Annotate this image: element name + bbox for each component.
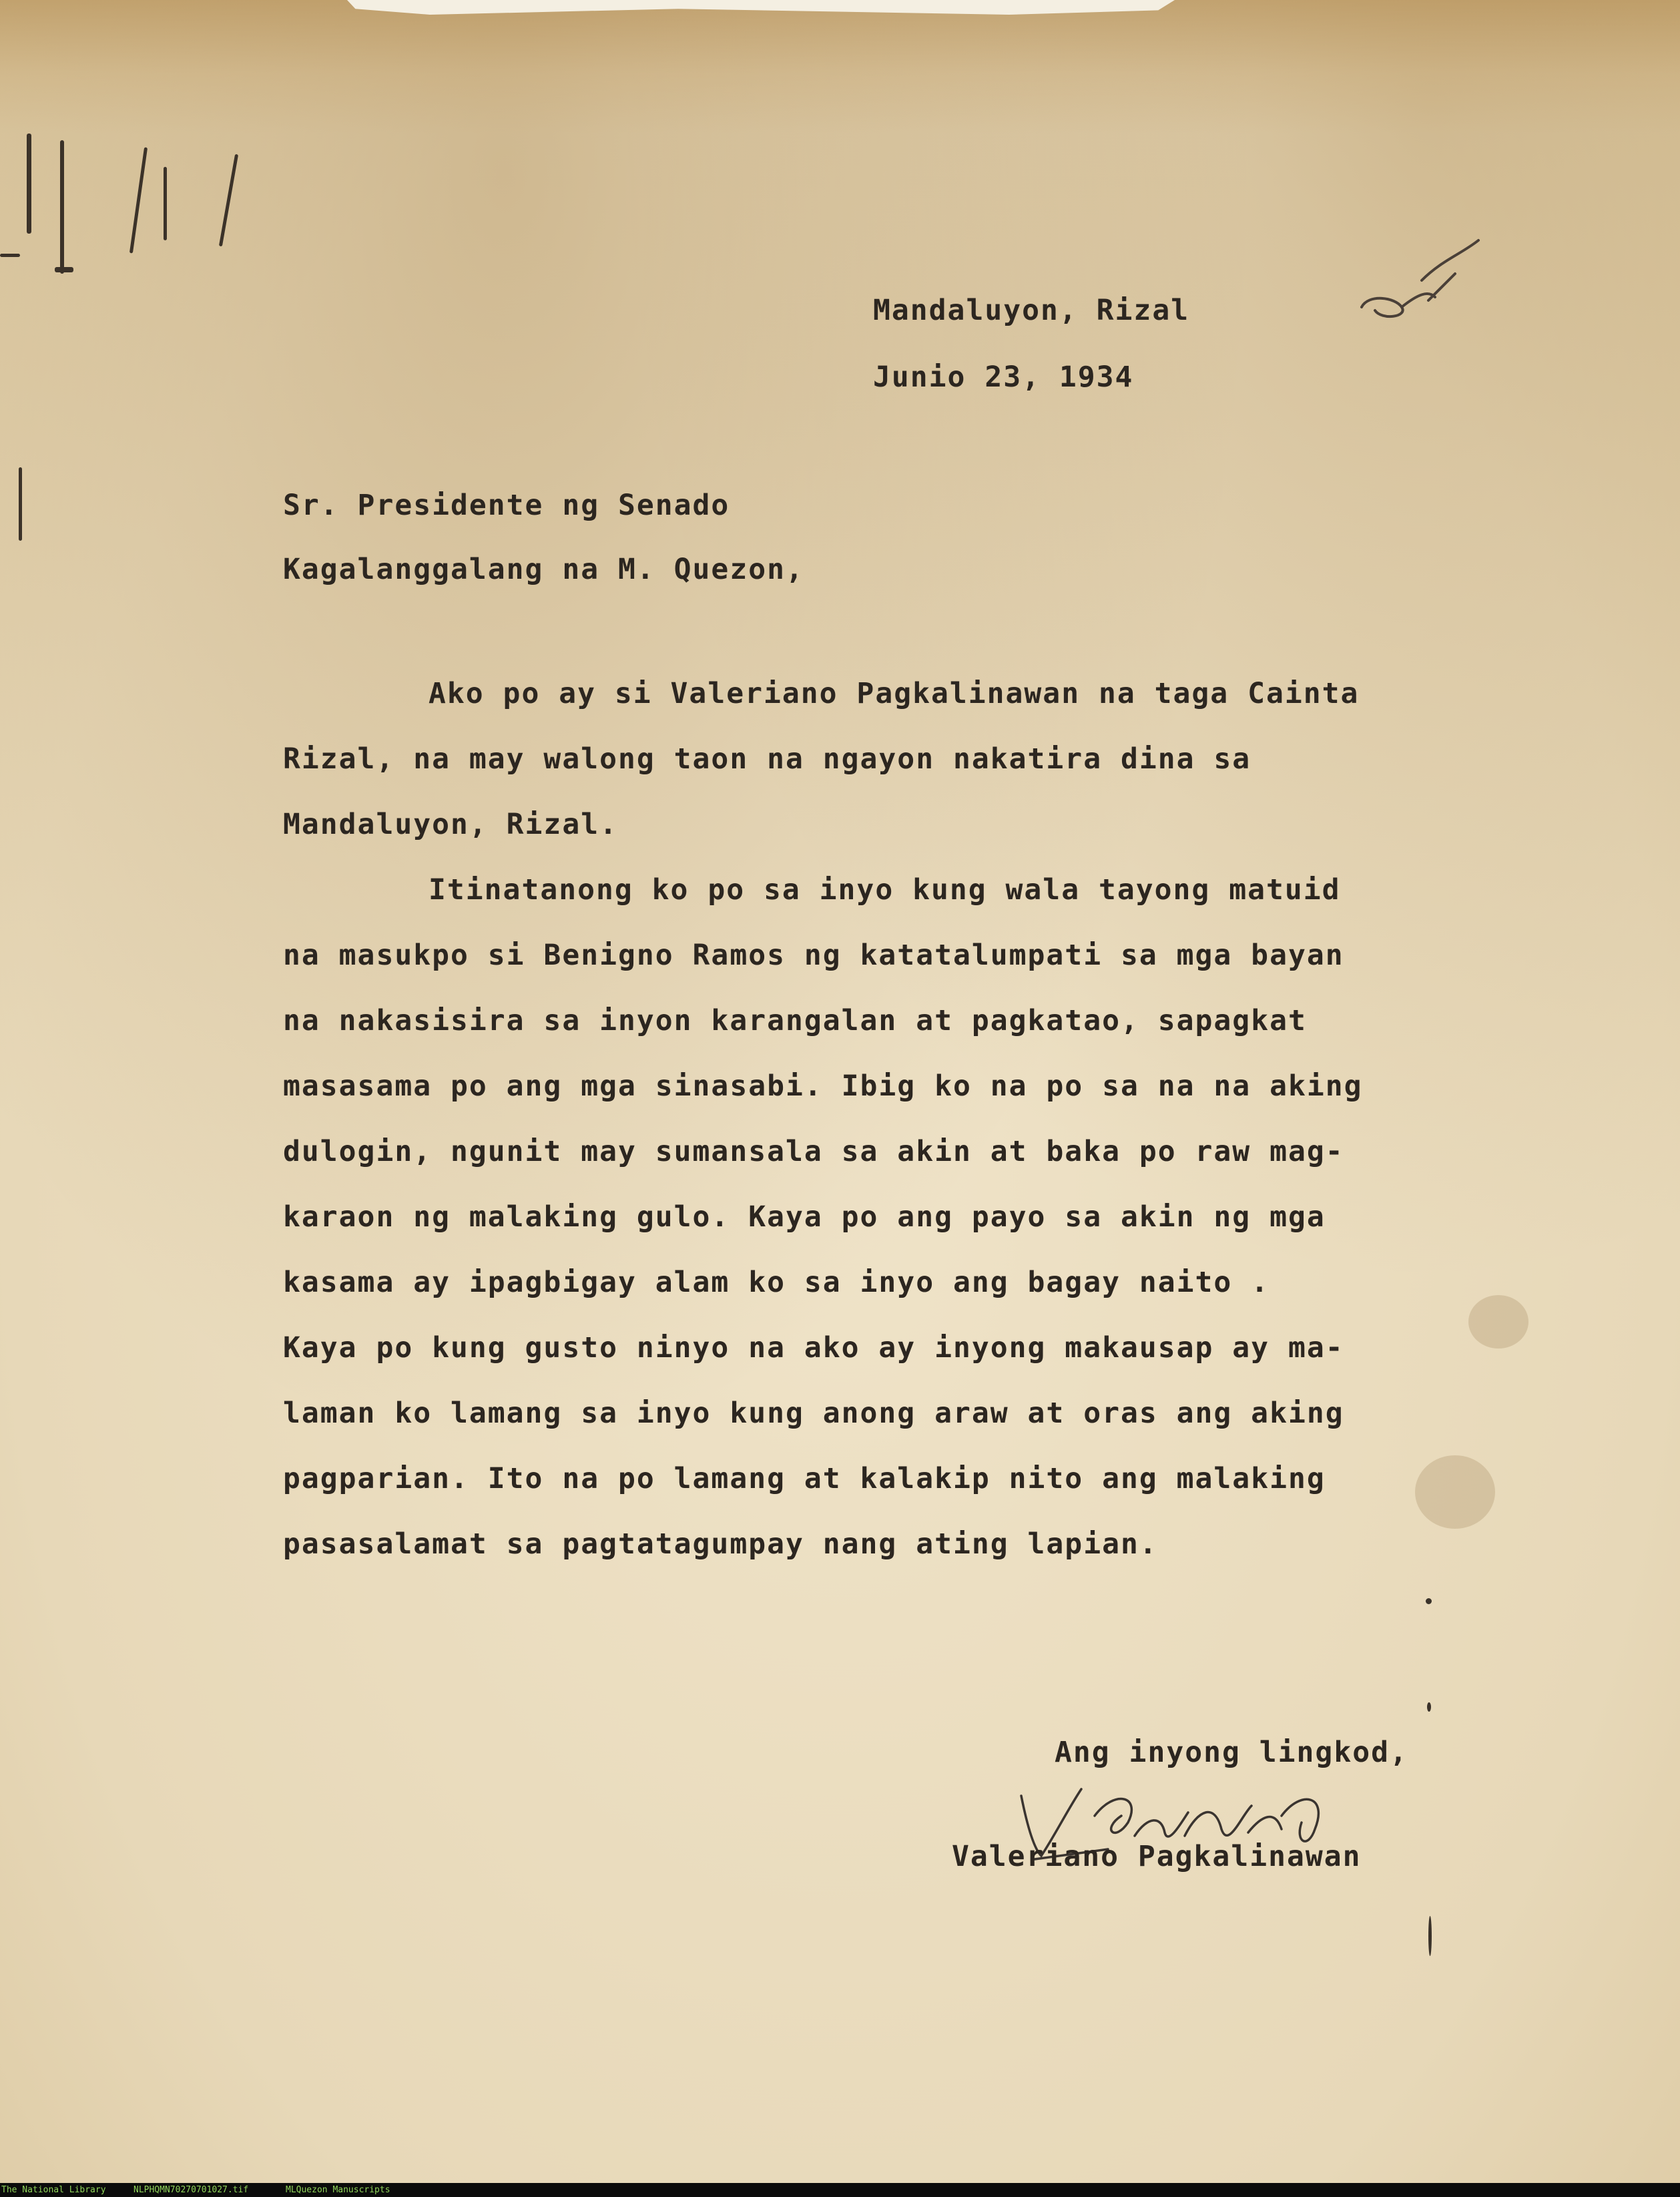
- body-line: kasama ay ipagbigay alam ko sa inyo ang bagay naito .: [283, 1266, 1270, 1299]
- letter-body: [283, 661, 1478, 1577]
- letter-date: Junio 23, 1934: [873, 360, 1134, 394]
- handwritten-initials-icon: [1355, 234, 1488, 340]
- addressee-title: Sr. Presidente ng Senado: [283, 489, 730, 522]
- body-line: Rizal, na may walong taon na ngayon nakatira dina sa: [283, 742, 1251, 776]
- addressee-name: Kagalanggalang na M. Quezon,: [283, 553, 804, 586]
- body-line: dulogin, ngunit may sumansala sa akin at baka po raw mag-: [283, 1135, 1344, 1168]
- ink-speck: [1426, 1598, 1432, 1604]
- margin-mark: [19, 467, 22, 541]
- signer-name: Valeriano Pagkalinawan: [952, 1840, 1362, 1873]
- footer-filename: NLPHQMN70270701027.tif: [133, 2185, 249, 2195]
- body-line: Kaya po kung gusto ninyo na ako ay inyong makausap ay ma-: [283, 1331, 1344, 1365]
- body-line: pasasalamat sa pagtatagumpay nang ating lapian.: [283, 1527, 1158, 1561]
- margin-mark: [129, 147, 148, 253]
- body-line: na masukpo si Benigno Ramos ng katatalumpati sa mga bayan: [283, 939, 1344, 972]
- letter-closing: Ang inyong lingkod,: [1055, 1736, 1408, 1769]
- margin-mark: [219, 154, 238, 247]
- margin-mark: [0, 254, 20, 257]
- body-line: Itinatanong ko po sa inyo kung wala tayong matuid: [429, 873, 1341, 907]
- ink-speck: [1427, 1702, 1431, 1712]
- footer-institution: The National Library: [1, 2185, 106, 2195]
- body-line: karaon ng malaking gulo. Kaya po ang payo sa akin ng mga: [283, 1200, 1326, 1234]
- body-line: pagparian. Ito na po lamang at kalakip nito ang malaking: [283, 1462, 1326, 1495]
- margin-mark: [164, 167, 167, 240]
- archive-footer: [0, 2183, 1680, 2197]
- footer-collection: MLQuezon Manuscripts: [286, 2185, 390, 2195]
- top-fold-shadow: [0, 0, 1680, 134]
- margin-mark: [27, 134, 31, 234]
- body-line: Mandaluyon, Rizal.: [283, 808, 618, 841]
- margin-mark: [60, 140, 64, 274]
- body-line: laman ko lamang sa inyo kung anong araw at oras ang aking: [283, 1397, 1344, 1430]
- body-line: na nakasisira sa inyon karangalan at pagkatao, sapagkat: [283, 1004, 1307, 1037]
- margin-mark: [55, 267, 73, 272]
- body-line: masasama po ang mga sinasabi. Ibig ko na po sa na na aking: [283, 1069, 1363, 1103]
- ink-speck: [1428, 1916, 1432, 1956]
- body-line: Ako po ay si Valeriano Pagkalinawan na taga Cainta: [429, 677, 1360, 710]
- letter-place: Mandaluyon, Rizal: [873, 294, 1190, 327]
